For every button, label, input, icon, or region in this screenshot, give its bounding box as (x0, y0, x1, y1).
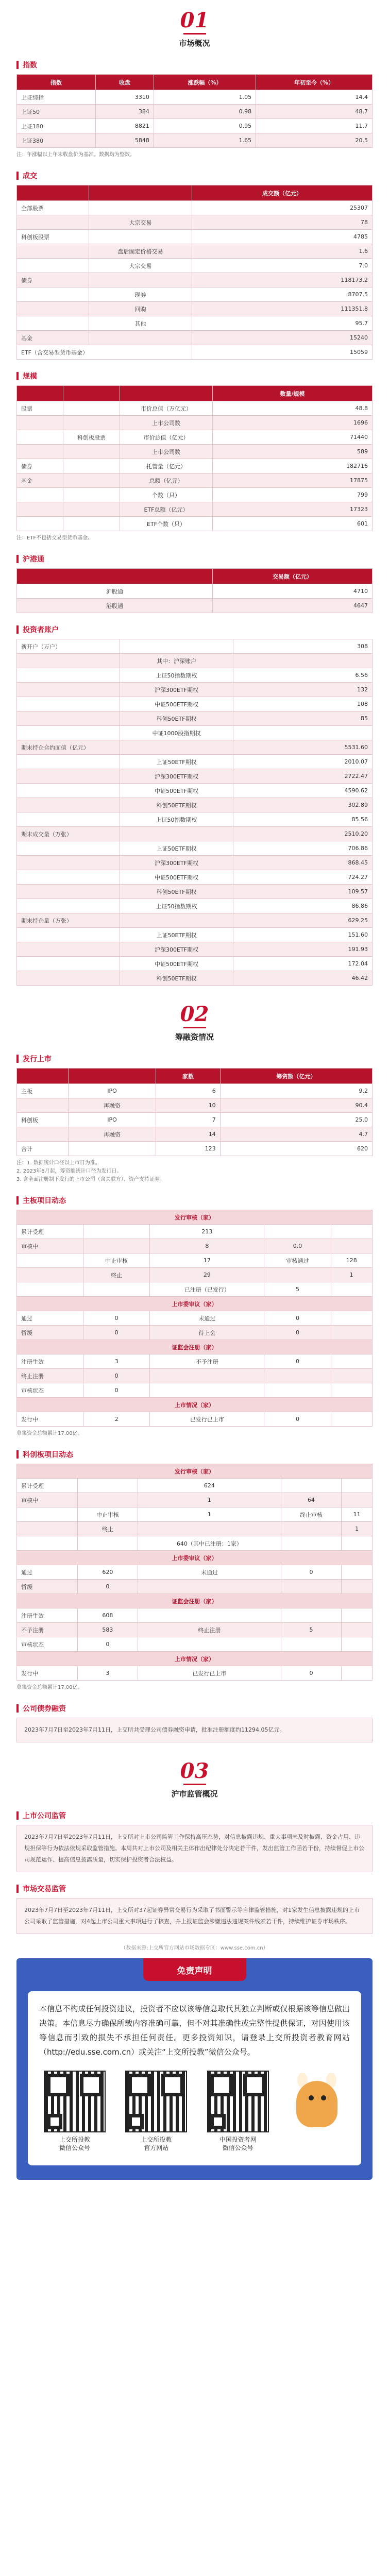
star-review-table (16, 1464, 373, 1681)
table-row: 已注册（已发行） 5 (17, 1282, 373, 1297)
table-row: 累计受理 213 (17, 1225, 373, 1239)
table-row: 中证500ETF期权 172.04 (17, 957, 373, 971)
section-number: 01 (180, 8, 209, 32)
table-row: 港股通 4647 (17, 599, 373, 613)
section-underline (183, 33, 206, 35)
ipo-table (16, 1068, 373, 1156)
table-row: 审核中 1 64 (17, 1493, 373, 1507)
section-header-03 (16, 1742, 373, 1799)
table-row: 上证综指 3310 1.05 14.4 (17, 90, 373, 105)
subsection-title: 市场交易监管 (23, 1885, 66, 1893)
table-note: 募集资金总额累计17.00亿。 (16, 1431, 83, 1436)
table-row: 科创50ETF期权 109.57 (17, 885, 373, 899)
subsection-title: 沪港通 (23, 555, 44, 564)
section-number: 03 (180, 1759, 209, 1783)
table-row: 注册生效 3 不予注册 0 (17, 1354, 373, 1369)
table-row: 科创50ETF期权 85 (17, 711, 373, 726)
table-band: 发行审核（家） (17, 1464, 373, 1479)
table-band: 上市情况（家） (17, 1652, 373, 1666)
qr-code-icon (44, 2071, 106, 2132)
table-row: 大宗交易 78 (17, 215, 373, 230)
subsection-ipo (16, 1054, 373, 1064)
subsection-title: 发行上市 (23, 1055, 52, 1063)
table-row: 暂缓 0 待上会 0 (17, 1326, 373, 1340)
qr-investor-net[interactable] (205, 2071, 272, 2152)
disclaimer-tag: 免责声明 (143, 1958, 246, 1981)
section-title: 沪市监管概况 (171, 1789, 218, 1799)
qr-website[interactable] (123, 2071, 190, 2152)
table-row: 再融资 10 90.4 (17, 1098, 373, 1113)
table-row: 债券 118173.2 (17, 273, 373, 287)
table-row: 沪深300ETF期权 132 (17, 683, 373, 697)
table-row: 上市公司数 1696 (17, 416, 373, 430)
table-row: 上证180 8821 0.95 11.7 (17, 119, 373, 133)
table-row: 640（其中已注册：1家） (17, 1536, 373, 1551)
table-note: 募集资金总额累计17.00亿。 (16, 1685, 83, 1690)
table-header: 数量/规模 (213, 386, 373, 401)
table-row: 上证50指数期权 86.86 (17, 899, 373, 913)
disclaimer-panel (16, 1958, 373, 2180)
table-row: 通过 0 未通过 0 (17, 1311, 373, 1326)
table-row: 新开户（万户） 308 (17, 639, 373, 654)
disclaimer-body (28, 1991, 361, 2165)
table-row: 审核中 8 0.0 (17, 1239, 373, 1253)
table-band: 上市情况（家） (17, 1398, 373, 1412)
investor-table (16, 639, 373, 986)
subsection-trade-reg (16, 1884, 373, 1894)
table-row: 暂缓 0 (17, 1580, 373, 1594)
table-row: 上证50 384 0.98 48.7 (17, 105, 373, 119)
table-row: 回购 111351.8 (17, 302, 373, 316)
table-band: 上市委审议（家） (17, 1297, 373, 1311)
table-row: 累计受理 624 (17, 1479, 373, 1493)
table-row: 不予注册 583 终止注册 5 (17, 1623, 373, 1637)
table-row: 股票 市价总值（万亿元） 48.8 (17, 401, 373, 416)
subsection-title: 投资者账户 (23, 626, 59, 634)
scale-table (16, 385, 373, 531)
table-row: 全部股票 25307 (17, 201, 373, 215)
table-row: 上证50ETF期权 706.86 (17, 841, 373, 856)
subsection-title: 成交 (23, 172, 37, 180)
subsection-scale (16, 371, 373, 381)
source-note: （数据来源:上交所官方网站市场数据专区：www.sse.com.cn） (121, 1945, 268, 1951)
table-row: 再融资 14 4.7 (17, 1127, 373, 1142)
table-row: 通过 620 未通过 0 (17, 1565, 373, 1580)
table-row: 发行中 3 已发行已上市 0 (17, 1666, 373, 1681)
table-note: 注：ETF不包括交易型货币基金。 (16, 535, 93, 541)
subsection-hk-connect (16, 554, 373, 564)
index-table (16, 74, 373, 148)
section-number: 02 (180, 1002, 209, 1026)
table-row: 科创板股票 4785 (17, 230, 373, 244)
table-note: 注：年涨幅以上年末收盘价为基准。数据均为整数。 (16, 152, 135, 158)
table-row: 盘后固定价格交易 1.6 (17, 244, 373, 259)
table-row: 上证50ETF期权 151.60 (17, 928, 373, 942)
subsection-title: 指数 (23, 61, 37, 70)
table-row: 科创50ETF期权 46.42 (17, 971, 373, 986)
subsection-main-review (16, 1195, 373, 1206)
table-row: 注册生效 608 (17, 1608, 373, 1623)
table-row: 合计 123 620 (17, 1142, 373, 1156)
subsection-investor (16, 624, 373, 635)
subsection-title: 上市公司监管 (23, 1812, 66, 1820)
qr-row (39, 2071, 350, 2152)
hk-connect-table (16, 568, 373, 613)
table-row: 沪深300ETF期权 2722.47 (17, 769, 373, 784)
turnover-table (16, 185, 373, 360)
table-row: 其他 95.7 (17, 316, 373, 331)
table-note: 注：1. 数据统计口径以上市日为准。 2. 2023年6月起，筹资额统计口径为发行日。 3. 含全面注册制下发行的上市公司（含关联方）、资产支持证券。 (16, 1160, 165, 1182)
qr-code-icon (207, 2071, 269, 2132)
table-row: 沪深300ETF期权 868.45 (17, 856, 373, 870)
subsection-title: 规模 (23, 372, 37, 381)
table-row: ETF总额（亿元） 17323 (17, 502, 373, 517)
bond-paragraph: 2023年7月7日至2023年7月11日，上交所共受理公司债券融资申请，批准注册额度约11294.05亿元。 (16, 1718, 373, 1742)
table-row: 其中：沪深账户 (17, 654, 373, 668)
table-row: 上证50指数期权 6.56 (17, 668, 373, 683)
table-row: 终止 29 1 (17, 1268, 373, 1282)
table-row: 基金 15240 (17, 331, 373, 345)
subsection-title: 主板项目动态 (23, 1197, 66, 1205)
table-band: 上市委审议（家） (17, 1551, 373, 1565)
main-review-table (16, 1210, 373, 1427)
table-row: 中止审核 17 审核通过 128 (17, 1253, 373, 1268)
section-title: 筹融资情况 (175, 1032, 214, 1042)
table-row: 上市公司数 589 (17, 445, 373, 459)
table-row: 科创50ETF期权 302.89 (17, 798, 373, 812)
table-row: 大宗交易 7.0 (17, 259, 373, 273)
section-underline (183, 1784, 206, 1785)
table-row: 沪股通 4710 (17, 584, 373, 599)
section-header-01 (16, 0, 373, 48)
table-row: 现券 8707.5 (17, 287, 373, 302)
table-row: 科创板 IPO 7 25.0 (17, 1113, 373, 1127)
table-row: 沪深300ETF期权 191.93 (17, 942, 373, 957)
table-row: 中证500ETF期权 724.27 (17, 870, 373, 885)
qr-caption: 上交所投教 微信公众号 (59, 2136, 90, 2151)
table-row: 期末持仓量（万张） 629.25 (17, 913, 373, 928)
subsection-title: 科创板项目动态 (23, 1451, 73, 1459)
table-row: 上证50指数期权 85.56 (17, 812, 373, 827)
qr-caption: 上交所投教 官方网站 (141, 2136, 172, 2151)
table-header: 交易额（亿元） (213, 569, 373, 584)
table-row: 终止注册 0 (17, 1369, 373, 1383)
table-row: 上证380 5848 1.65 20.5 (17, 133, 373, 148)
subsection-listed-reg (16, 1810, 373, 1821)
table-row: ETF个数（只） 601 (17, 517, 373, 531)
disclaimer-text: 本信息不构成任何投资建议，投资者不应以该等信息取代其独立判断或仅根据该等信息做出决策。本信息尽力确保所载内容准确可靠，但不对其准确性或完整性提供保证，对因使用该等信息而引致的损失不承担任何责任。更多投资知识，请登录上交所投资者教育网站（http://edu.sse.com.cn）或关注“上交所投教”微信公众号。 (39, 2004, 350, 2057)
table-row: 科创板股票 市价总值（亿元） 71440 (17, 430, 373, 445)
table-header: 成交额（亿元） (192, 185, 373, 201)
table-band: 证监会注册（家） (17, 1340, 373, 1354)
table-row: 中证1000股指期权 (17, 726, 373, 740)
table-band: 发行审核（家） (17, 1210, 373, 1225)
mascot-icon (286, 2071, 348, 2132)
table-header: 涨跌幅（%） (154, 75, 256, 90)
table-row: 主板 IPO 6 9.2 (17, 1084, 373, 1098)
section-header-02 (16, 986, 373, 1042)
table-row: 中证500ETF期权 4590.62 (17, 784, 373, 798)
subsection-star-review (16, 1449, 373, 1460)
trade-reg-paragraph: 2023年7月7日至2023年7月11日，上交所对37起证券异常交易行为采取了书面警示等自律监管措施，对1家发生信息披露违规的上市公司采取了监管措施，对4起上市公司重大事项进行了核查，并上报证监会涉嫌违法违规案件线索若干件，持续维护证券市场秩序。 (16, 1898, 373, 1934)
table-row: ETF（含交易型货币基金） 15059 (17, 345, 373, 360)
table-row: 中证500ETF期权 108 (17, 697, 373, 711)
subsection-title: 公司债券融资 (23, 1705, 66, 1713)
table-header: 指数 (17, 75, 96, 90)
table-header: 家数 (156, 1069, 221, 1084)
table-header: 年初至今（%） (256, 75, 373, 90)
section-title: 市场概况 (179, 39, 210, 48)
table-row: 期末持仓合约面值（亿元） 5531.60 (17, 740, 373, 755)
table-row: 债券 托管量（亿元） 182716 (17, 459, 373, 473)
qr-wechat[interactable] (41, 2071, 108, 2152)
subsection-turnover (16, 171, 373, 181)
table-header: 筹资额（亿元） (220, 1069, 372, 1084)
listed-reg-paragraph: 2023年7月7日至2023年7月11日，上交所对上市公司监管工作保持高压态势，对信息披露违规、重大事项未及时披露、资金占用、违规担保等行为依法依规采取监管措施。本周共对上市公司及相关主体作出纪律处分决定若干件，发出监管工作函若干份，持续督促上市公司规范运作、提高信息披露质量，切实保护投资者合法权益。 (16, 1825, 373, 1872)
table-row: 个数（只） 799 (17, 488, 373, 502)
table-row: 中止审核 1 终止审核 11 (17, 1507, 373, 1522)
table-row: 上证50ETF期权 2010.07 (17, 755, 373, 769)
section-underline (183, 1027, 206, 1028)
table-row: 基金 总额（亿元） 17875 (17, 473, 373, 488)
table-row: 发行中 2 已发行已上市 0 (17, 1412, 373, 1427)
subsection-bond (16, 1703, 373, 1714)
table-row: 审核状态 0 (17, 1637, 373, 1652)
table-band: 证监会注册（家） (17, 1594, 373, 1608)
table-row: 期末成交量（万张） 2510.20 (17, 827, 373, 841)
table-row: 终止 1 (17, 1522, 373, 1536)
table-header: 收盘 (96, 75, 154, 90)
qr-caption: 中国投资者网 微信公众号 (219, 2136, 257, 2151)
subsection-index (16, 60, 373, 70)
table-row: 审核状态 0 (17, 1383, 373, 1398)
qr-code-icon (125, 2071, 187, 2132)
